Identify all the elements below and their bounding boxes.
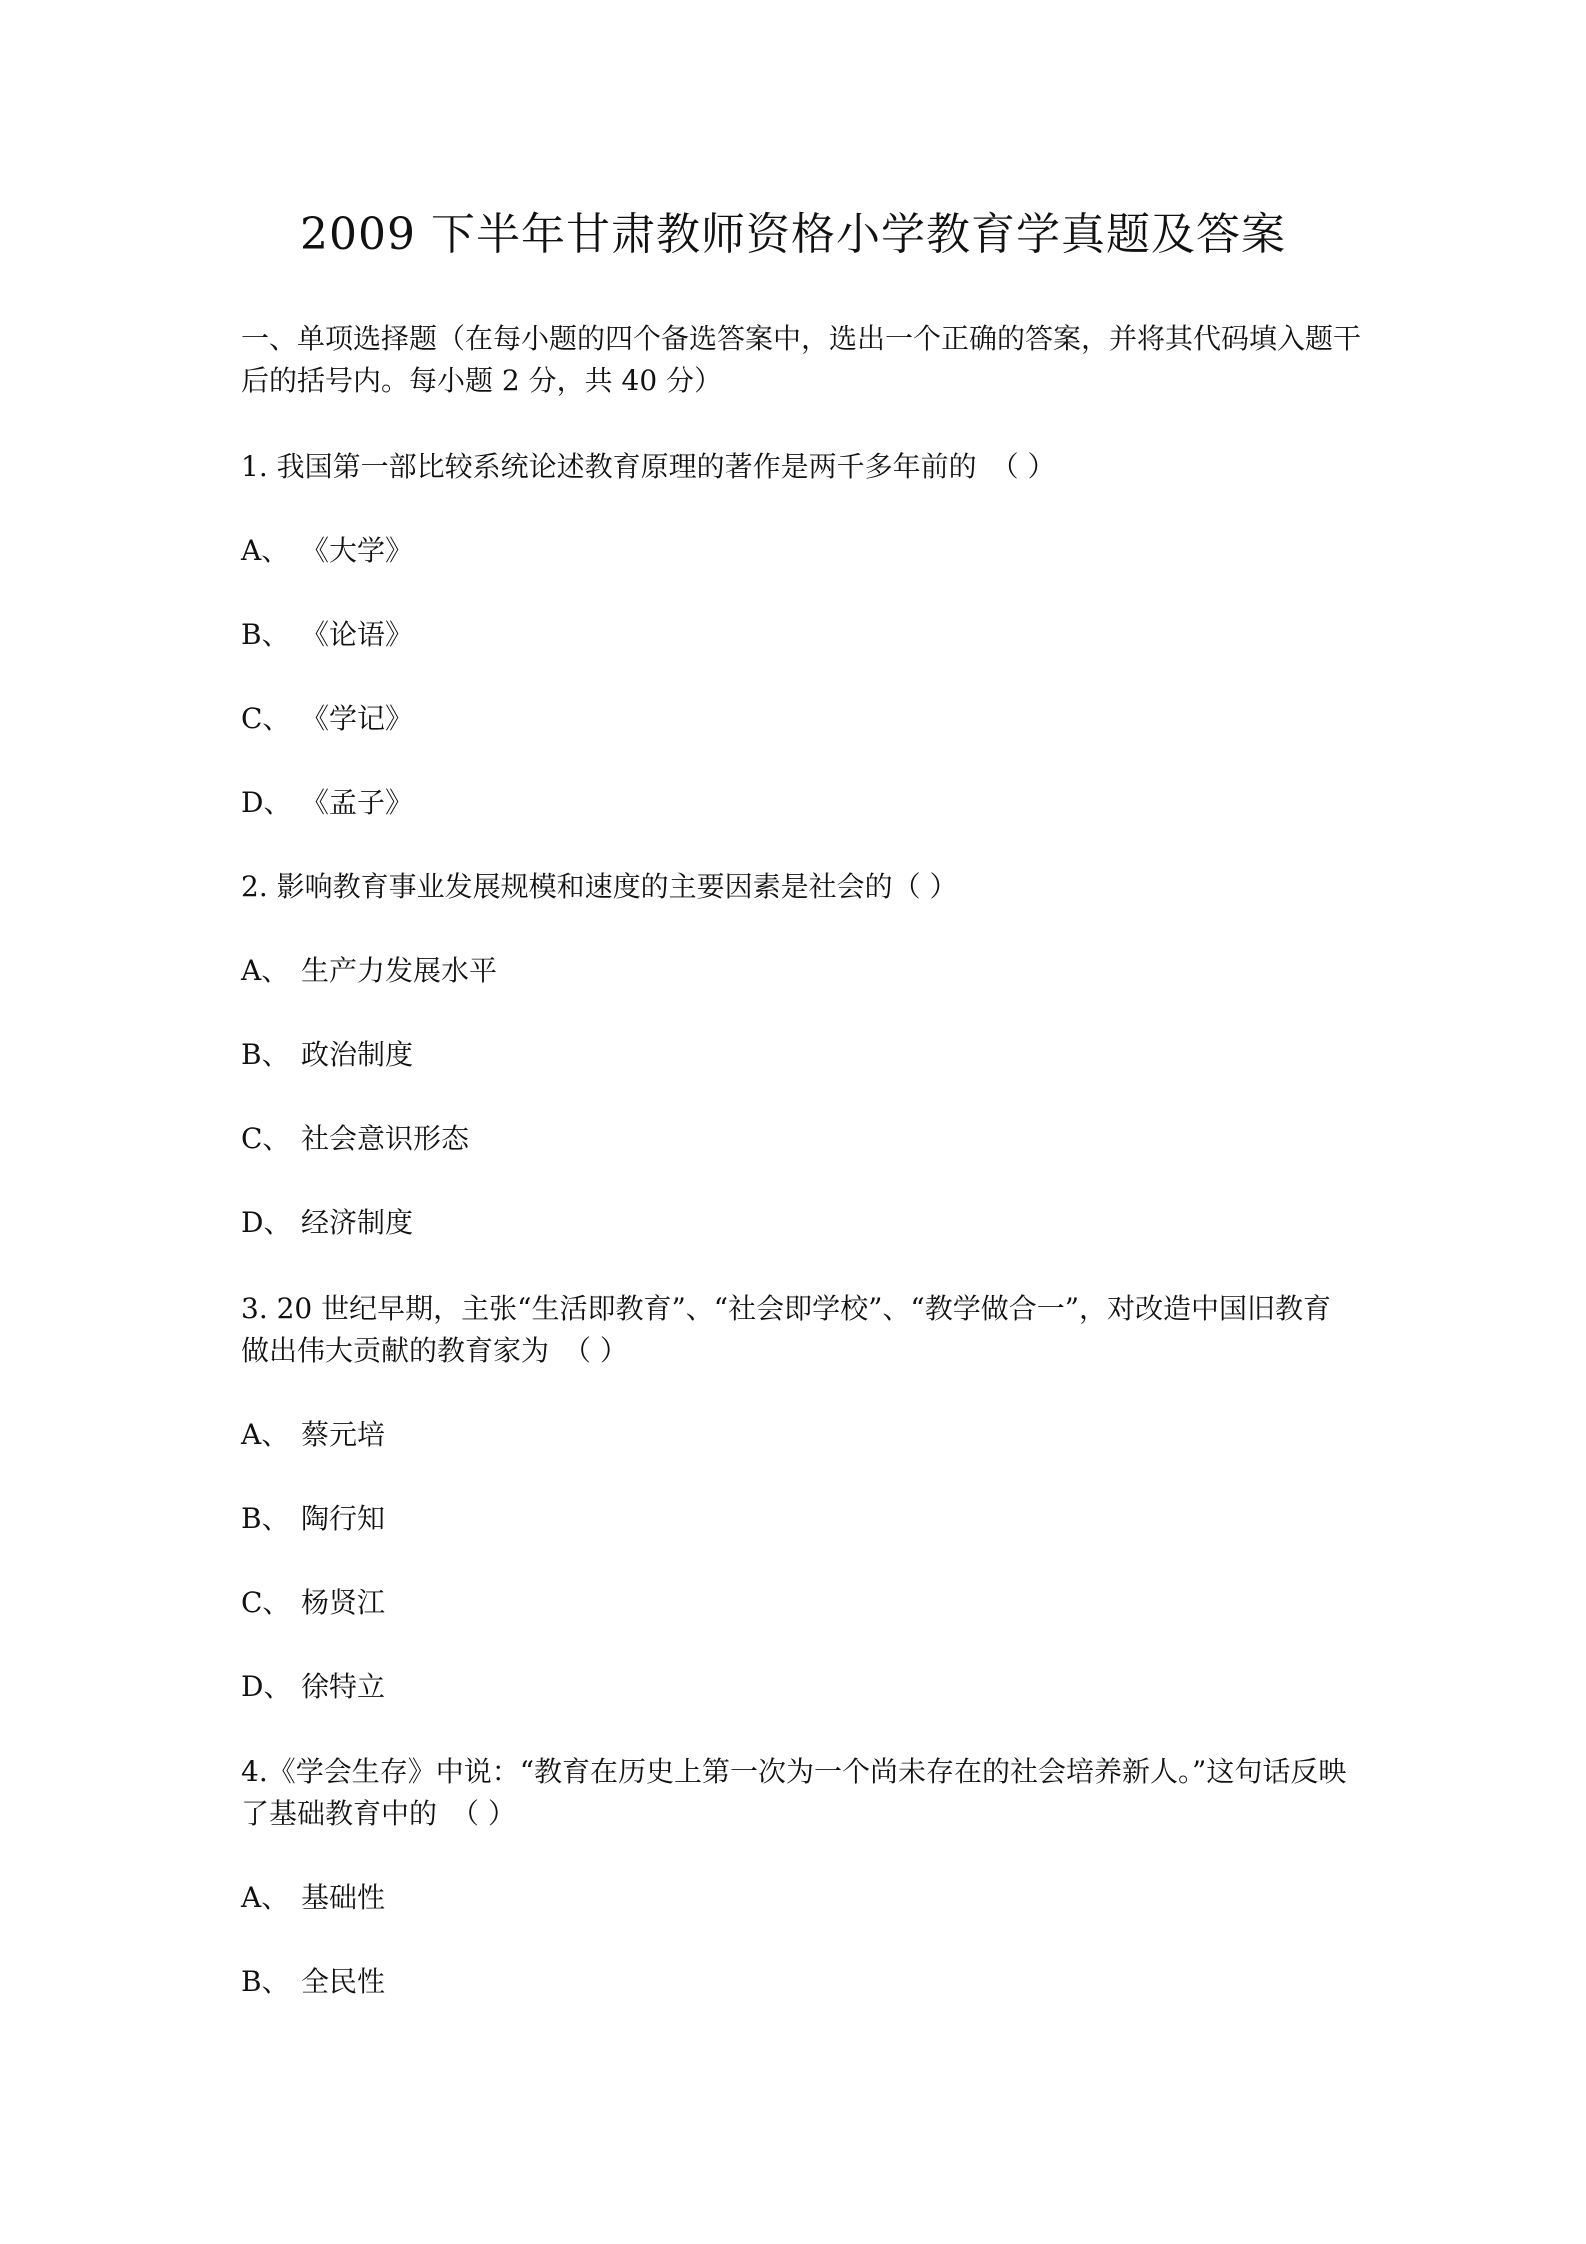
option-letter: C、: [241, 1122, 291, 1155]
question-2-stem: 2. 影响教育事业发展规模和速度的主要因素是社会的（ ）: [241, 870, 958, 903]
option-text: 《孟子》: [301, 786, 414, 819]
option-text: 《论语》: [301, 618, 414, 651]
option-letter: A、: [241, 534, 290, 567]
option-text: 经济制度: [301, 1206, 414, 1239]
option-text: 全民性: [301, 1965, 386, 1998]
option-text: 社会意识形态: [301, 1122, 470, 1155]
option-text: 徐特立: [301, 1670, 386, 1703]
question-2-option-a: [241, 950, 1361, 992]
document-title: 2009 下半年甘肃教师资格小学教育学真题及答案: [300, 209, 1286, 260]
question-1-stem: 1. 我国第一部比较系统论述教育原理的著作是两千多年前的 （ ）: [241, 450, 1056, 483]
option-letter: B、: [241, 618, 290, 651]
question-2-option-d: [241, 1202, 1361, 1244]
question-3-option-d: [241, 1666, 1361, 1708]
question-2-option-c: [241, 1118, 1361, 1160]
option-letter: B、: [241, 1038, 290, 1071]
question-2-option-b: [241, 1034, 1361, 1076]
option-text: 基础性: [301, 1881, 386, 1914]
option-text: 政治制度: [301, 1038, 414, 1071]
question-3-option-c: [241, 1582, 1361, 1624]
question-4-stem-line-1: 4.《学会生存》中说：“教育在历史上第一次为一个尚未存在的社会培养新人。”这句话反映: [241, 1755, 1347, 1788]
question-1-option-b: [241, 614, 1361, 656]
option-letter: D、: [241, 786, 292, 819]
option-text: 蔡元培: [301, 1418, 386, 1451]
option-letter: C、: [241, 1586, 291, 1619]
section-instruction-line-2: 后的括号内。每小题 2 分，共 40 分）: [241, 364, 723, 397]
option-letter: D、: [241, 1206, 292, 1239]
question-4-option-a: [241, 1877, 1361, 1919]
question-3-stem-line-2: 做出伟大贡献的教育家为 （ ）: [241, 1334, 628, 1367]
option-letter: A、: [241, 1881, 290, 1914]
question-4-stem-line-2: 了基础教育中的 （ ）: [241, 1797, 516, 1830]
option-letter: C、: [241, 702, 291, 735]
section-instruction-line-1: 一、单项选择题（在每小题的四个备选答案中，选出一个正确的答案，并将其代码填入题干: [241, 322, 1362, 355]
option-letter: B、: [241, 1502, 290, 1535]
question-1-option-d: [241, 782, 1361, 824]
option-text: 《学记》: [301, 702, 414, 735]
option-text: 《大学》: [301, 534, 414, 567]
question-3-option-b: [241, 1498, 1361, 1540]
option-letter: A、: [241, 954, 290, 987]
option-letter: B、: [241, 1965, 290, 1998]
question-1-option-c: [241, 698, 1361, 740]
question-3-stem-line-1: 3. 20 世纪早期，主张“生活即教育”、“社会即学校”、“教学做合一”，对改造中国旧教育: [241, 1292, 1332, 1325]
option-text: 陶行知: [301, 1502, 386, 1535]
question-1-option-a: [241, 530, 1361, 572]
question-4-option-b: [241, 1961, 1361, 2003]
question-3-option-a: [241, 1414, 1361, 1456]
option-text: 杨贤江: [301, 1586, 386, 1619]
option-letter: A、: [241, 1418, 290, 1451]
option-letter: D、: [241, 1670, 292, 1703]
option-text: 生产力发展水平: [301, 954, 498, 987]
